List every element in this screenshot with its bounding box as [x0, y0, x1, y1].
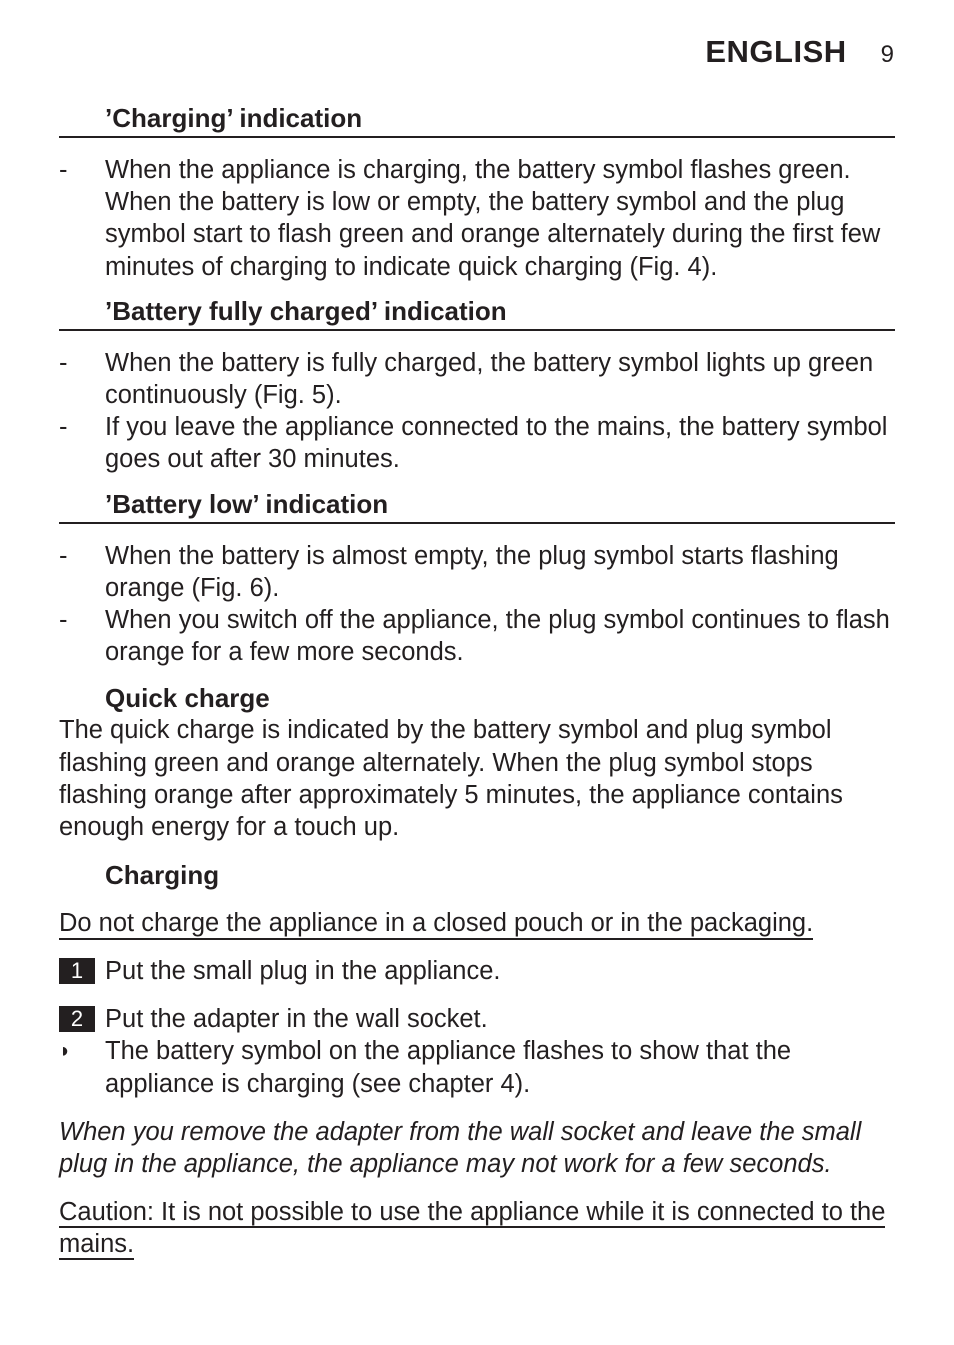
page-number: 9 — [880, 41, 894, 68]
list-item-text: When the appliance is charging, the battery symbol flashes green. When the battery is low or empty, the battery symbol and the plug symbol start to flash green and orange alternately during the first few minutes of charging to indicate quick charging (Fig. 4). — [105, 156, 881, 281]
step-result — [59, 1035, 895, 1099]
list-item-text: When the battery is almost empty, the plug symbol starts flashing orange (Fig. 6). — [105, 541, 839, 602]
bullet-dash: - — [59, 606, 68, 635]
list-item — [59, 540, 895, 604]
warning-text — [59, 907, 895, 939]
list-item-text: If you leave the appliance connected to the mains, the battery symbol goes out after 30 minutes. — [105, 413, 888, 474]
charging-indication-list — [59, 154, 895, 283]
page-content — [59, 98, 895, 1261]
step-number-badge: 1 — [59, 958, 95, 984]
section-heading-fully-charged: ’Battery fully charged’ indication — [59, 295, 895, 331]
section-heading-quick-charge: Quick charge — [105, 683, 270, 714]
list-item — [59, 604, 895, 668]
step-number-badge: 2 — [59, 1006, 95, 1032]
step-2 — [59, 1003, 895, 1035]
caution-text-underlined: Caution: It is not possible to use the appliance while it is connected to the mains. — [59, 1198, 886, 1259]
section-heading-charging: Charging — [105, 860, 220, 891]
caution-text — [59, 1196, 895, 1260]
bullet-dash: - — [59, 348, 68, 377]
step-text: Put the small plug in the appliance. — [105, 957, 501, 986]
step-result-text: The battery symbol on the appliance flashes to show that the appliance is charging (see chapter 4). — [105, 1037, 792, 1098]
list-item — [59, 347, 895, 411]
list-item-text: When the battery is fully charged, the battery symbol lights up green continuously (Fig. 5). — [105, 348, 874, 410]
quick-charge-paragraph: The quick charge is indicated by the battery symbol and plug symbol flashing green and orange alternately. When the plug symbol stops flashing orange after approximately 5 minutes, the appliance contains enough energy for a touch up. — [59, 716, 843, 842]
bullet-dash: - — [59, 156, 68, 184]
page-header — [705, 34, 894, 70]
section-heading-charging-indication: ’Charging’ indication — [59, 102, 895, 138]
note-text: When you remove the adapter from the wall socket and leave the small plug in the appliance, the appliance may not work for a few seconds. — [59, 1117, 862, 1179]
list-item-text: When you switch off the appliance, the plug symbol continues to flash orange for a few more seconds. — [105, 606, 890, 667]
warning-text-underlined: Do not charge the appliance in a closed pouch or in the packaging. — [59, 909, 813, 940]
battery-low-list — [59, 540, 895, 669]
step-text: Put the adapter in the wall socket. — [105, 1005, 488, 1034]
fully-charged-list — [59, 347, 895, 476]
step-1 — [59, 955, 895, 987]
section-heading-battery-low: ’Battery low’ indication — [59, 488, 895, 524]
list-item — [59, 411, 895, 475]
list-item — [59, 154, 895, 283]
bullet-dash: - — [59, 413, 68, 442]
language-label: ENGLISH — [705, 34, 847, 69]
result-arrow-icon: ◗ — [59, 1040, 72, 1063]
bullet-dash: - — [59, 541, 68, 570]
